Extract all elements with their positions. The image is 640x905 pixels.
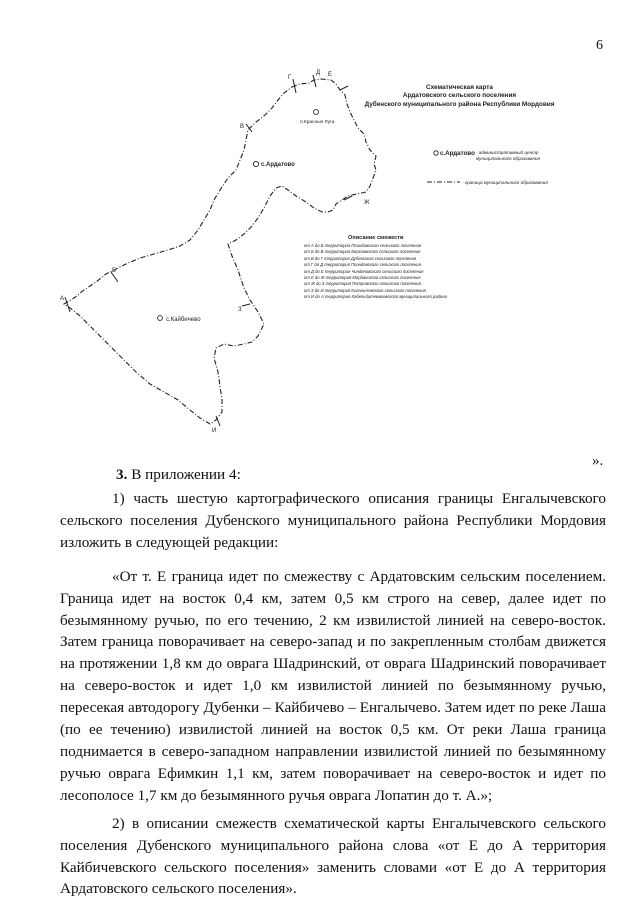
map-title-line: Дубенского муниципального района Республики Мордовия	[364, 100, 555, 108]
point-label: Ж	[364, 200, 370, 206]
settlement-ardatovo-marker	[253, 161, 258, 166]
adjacency-item: от Ж до З территория Петровского сельского поселения	[304, 281, 421, 287]
point-label: А	[60, 296, 65, 302]
point-label: Д	[316, 70, 321, 76]
map-title-line: Ардатовского сельского поселения	[402, 92, 517, 100]
page-number: 6	[596, 38, 603, 53]
schematic-map	[0, 0, 640, 440]
paragraph-1: 1) часть шестую картографического описания границы Енгалычевского сельского поселения Дубенского муниципального района Республики Мордовия изложить в следующей редакции:	[60, 490, 606, 551]
adjacency-item: от Д до Е территория Чиндяновского сельского поселения	[304, 268, 424, 274]
paragraph-2: «От т. Е граница идет по смежеству с Ардатовским сельским поселением. Граница идет на восток 0,4 км, затем 0,5 км строго на север, далее идет по безымянному ручью, по его течению, 2 км извилистой линией на северо-восток. Затем граница поворачивает на северо-запад и по закрепленным столбам движется на протяжении 1,8 км до оврага Шадринский, от оврага Шадринский поворачивает на северо-восток и идет 1,0 км извилистой линией по безымянному ручью, пересекая автодорогу Дубенки – Кайбичево – Енгалычево. Затем идет по реке Лаша (по ее течению) извилистой линией на восток 0,5 км. От реки Лаша граница поднимается в северо-западном направлении извилистой линией по безымянному ручью оврага Ефимкин 1,1 км, затем поворачивает на северо-восток и идет по лесополосе 1,7 км до безымянного ручья оврага Лопатин до т. А.»;	[60, 567, 606, 804]
point-label: Б	[112, 268, 116, 274]
map-title-line: Схематическая карта	[426, 84, 493, 91]
point-label: З	[238, 307, 242, 313]
body-text	[60, 488, 606, 900]
quote-end: ».	[592, 453, 604, 469]
legend-center-symbol	[434, 151, 438, 155]
settlement-label: с.Ардатово	[261, 162, 295, 168]
section-number: 3.	[116, 466, 128, 483]
adjacency-list	[304, 243, 447, 301]
point-label: Г	[288, 75, 292, 81]
section-heading-text: В приложении 4:	[127, 466, 241, 483]
adjacency-item: от И до А территория Кабельдитемиковского муниципального района	[304, 294, 447, 300]
adjacency-item: от Б до В территория Березовского сельского поселения	[304, 249, 421, 255]
section-heading	[116, 466, 241, 484]
point-label: Е	[328, 72, 333, 78]
legend-center-label: с.Ардатово	[440, 150, 475, 157]
settlement-label: с.Кайбичево	[166, 317, 201, 323]
settlement-label: п.Красные Луга	[300, 120, 335, 125]
legend-center-description: - административный центр муниципального образования	[476, 150, 540, 161]
adjacency-item: от А до Б территория Поиндовского сельского поселения	[304, 243, 422, 248]
paragraph-3: 2) в описании смежеств схематической карты Енгалычевского сельского поселения Дубенского муниципального района слова «от Е до А территория Кайбичевского сельского поселения» заменить словами «от Е до А территория Ардатовского сельского поселения».	[60, 814, 606, 898]
adjacency-item: от Е до Ж территория Морданского сельского поселения	[304, 275, 421, 281]
settlement-kaibichevo-marker	[158, 316, 163, 321]
point-label: В	[240, 124, 245, 130]
legend-border-description: - граница муниципального образования	[462, 180, 548, 185]
point-label: И	[212, 428, 217, 434]
adjacency-item: от Г до Д территория Поиндовского сельского поселения	[304, 262, 421, 268]
adjacency-item: от В до Г территория Дубенского сельского поселения	[304, 255, 417, 261]
adjacency-item: от З до И территория Енгалычевского сельского поселения	[304, 287, 426, 293]
adjacency-title: Описание смежеств	[348, 235, 404, 241]
settlement-krasnye-luga-marker	[314, 110, 319, 115]
map-title	[352, 84, 567, 109]
